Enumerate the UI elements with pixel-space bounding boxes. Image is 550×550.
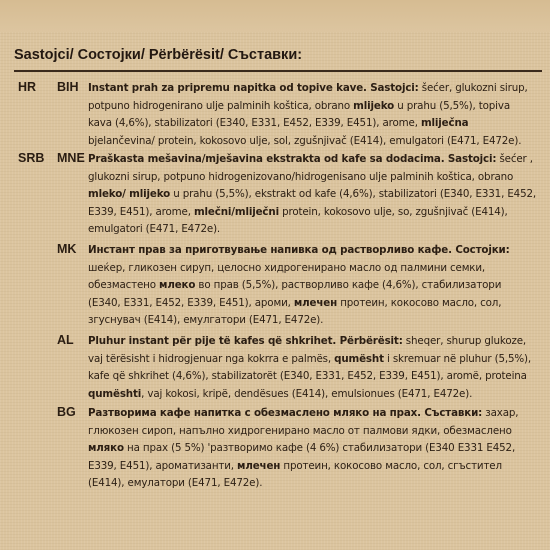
country-code: MK — [57, 242, 77, 256]
ingredients-text — [88, 333, 536, 403]
country-code: BG — [57, 405, 76, 419]
ingredient-text: во прав (5,5%), растворливо кафе (4,6%), стабилизатори (E340, E331, E452, E339, E451), ароми, — [88, 279, 502, 309]
package-top-band — [0, 0, 550, 32]
ingredient-text: протеин, кокосово масло, сол, сгъстител (E414), емулатори (E471, E472e). — [88, 459, 502, 490]
ingredient-text: šećer, glukozni sirup, potpuno hidrogenirano ulje palminih koštica, obrano — [88, 82, 528, 112]
ingredient-text: i skremuar në pluhur (5,5%), kafe që shkrihet (4,6%), stabilizatorët (E340, E331, E452, E339, E451), aromë, proteina — [88, 352, 532, 383]
ingredients-heading: Sastojci/ Состојки/ Përbërësit/ Съставки: — [14, 47, 303, 63]
ingredient-text: u prahu (5,5%), ekstrakt od kafe (4,6%), stabilizatori (E340, E331, E452, E339, E451), arome, — [88, 188, 537, 218]
ingredient-text: захар, глюкозен сироп, напълно хидрогенирано масло от палмови ядки, обезмаслено — [88, 407, 519, 437]
ingredient-text: на прах (5 5%) 'разтворимо кафе (4 6%) стабилизатори (E340 E331 E452, E339, E451), ароматизанти, — [88, 442, 516, 472]
bold-ingredient-text: qumështi — [88, 387, 142, 400]
ingredients-text — [88, 242, 536, 330]
country-code: SRB — [18, 151, 45, 165]
bold-ingredient-text: млечен — [293, 296, 338, 309]
country-code: AL — [57, 333, 74, 347]
ingredient-text: u prahu (5,5%), topiva kava (4,6%), stabilizatori (E340, E331, E452, E339, E451), arome, — [88, 99, 510, 130]
bold-ingredient-text: мляко — [88, 442, 124, 455]
heading-underline — [14, 70, 542, 72]
bold-ingredient-text: mlijeko — [353, 99, 395, 112]
ingredient-text: šećer , glukozni sirup, potpuno hidrogenizovano/hidrogenisano ulje palminih koštica, obrano — [88, 153, 533, 183]
bold-ingredient-text: Разтворима кафе напитка с обезмаслено мляко на прах. Съставки: — [88, 407, 483, 419]
bold-ingredient-text: Инстант прав за приготвување напивка од растворливо кафе. Состојки: — [88, 244, 510, 256]
country-code: MNE — [57, 151, 85, 165]
ingredients-text — [88, 151, 536, 239]
bold-ingredient-text: Pluhur instant për pije të kafes që shkrihet. Përbërësit: — [88, 335, 403, 347]
ingredient-text: шеќер, гликозен сируп, целосно хидрогенирано масло од палмини семки, обезмастено — [88, 261, 486, 292]
ingredient-text: , vaj kokosi, kripë, dendësues (E414), emulsionues (E471, E472e). — [141, 387, 473, 400]
bold-ingredient-text: млечен — [237, 459, 281, 472]
country-code: HR — [18, 80, 37, 94]
ingredient-text: протеин, кокосово масло, сол, згуснувач (E414), емулгатори (E471, E472e). — [88, 296, 502, 327]
bold-ingredient-text: млеко — [159, 279, 196, 292]
bold-ingredient-text: mleko/ mlijeko — [88, 188, 171, 201]
ingredient-text: bjelančevina/ protein, kokosovo ulje, sol, zgušnjivač (E414), emulgatori (E471, E472e). — [88, 134, 522, 147]
bold-ingredient-text: Instant prah za pripremu napitka od topive kave. Sastojci: — [88, 82, 419, 94]
ingredients-text — [88, 405, 536, 493]
ingredient-text: protein, kokosovo ulje, so, zgušnjivač (E414), emulgatori (E471, E472e). — [88, 205, 508, 236]
bold-ingredient-text: qumësht — [334, 352, 384, 365]
ingredients-text — [88, 80, 536, 150]
bold-ingredient-text: mliječna — [420, 117, 469, 130]
country-code: BIH — [57, 80, 79, 94]
bold-ingredient-text: Praškasta mešavina/mješavina ekstrakta od kafe sa dodacima. Sastojci: — [88, 153, 497, 165]
bold-ingredient-text: mlečni/mliječni — [193, 205, 279, 218]
ingredient-text: sheqer, shurup glukoze, vaj tërësisht i hidrogjenuar nga kokrra e palmës, — [88, 335, 527, 365]
